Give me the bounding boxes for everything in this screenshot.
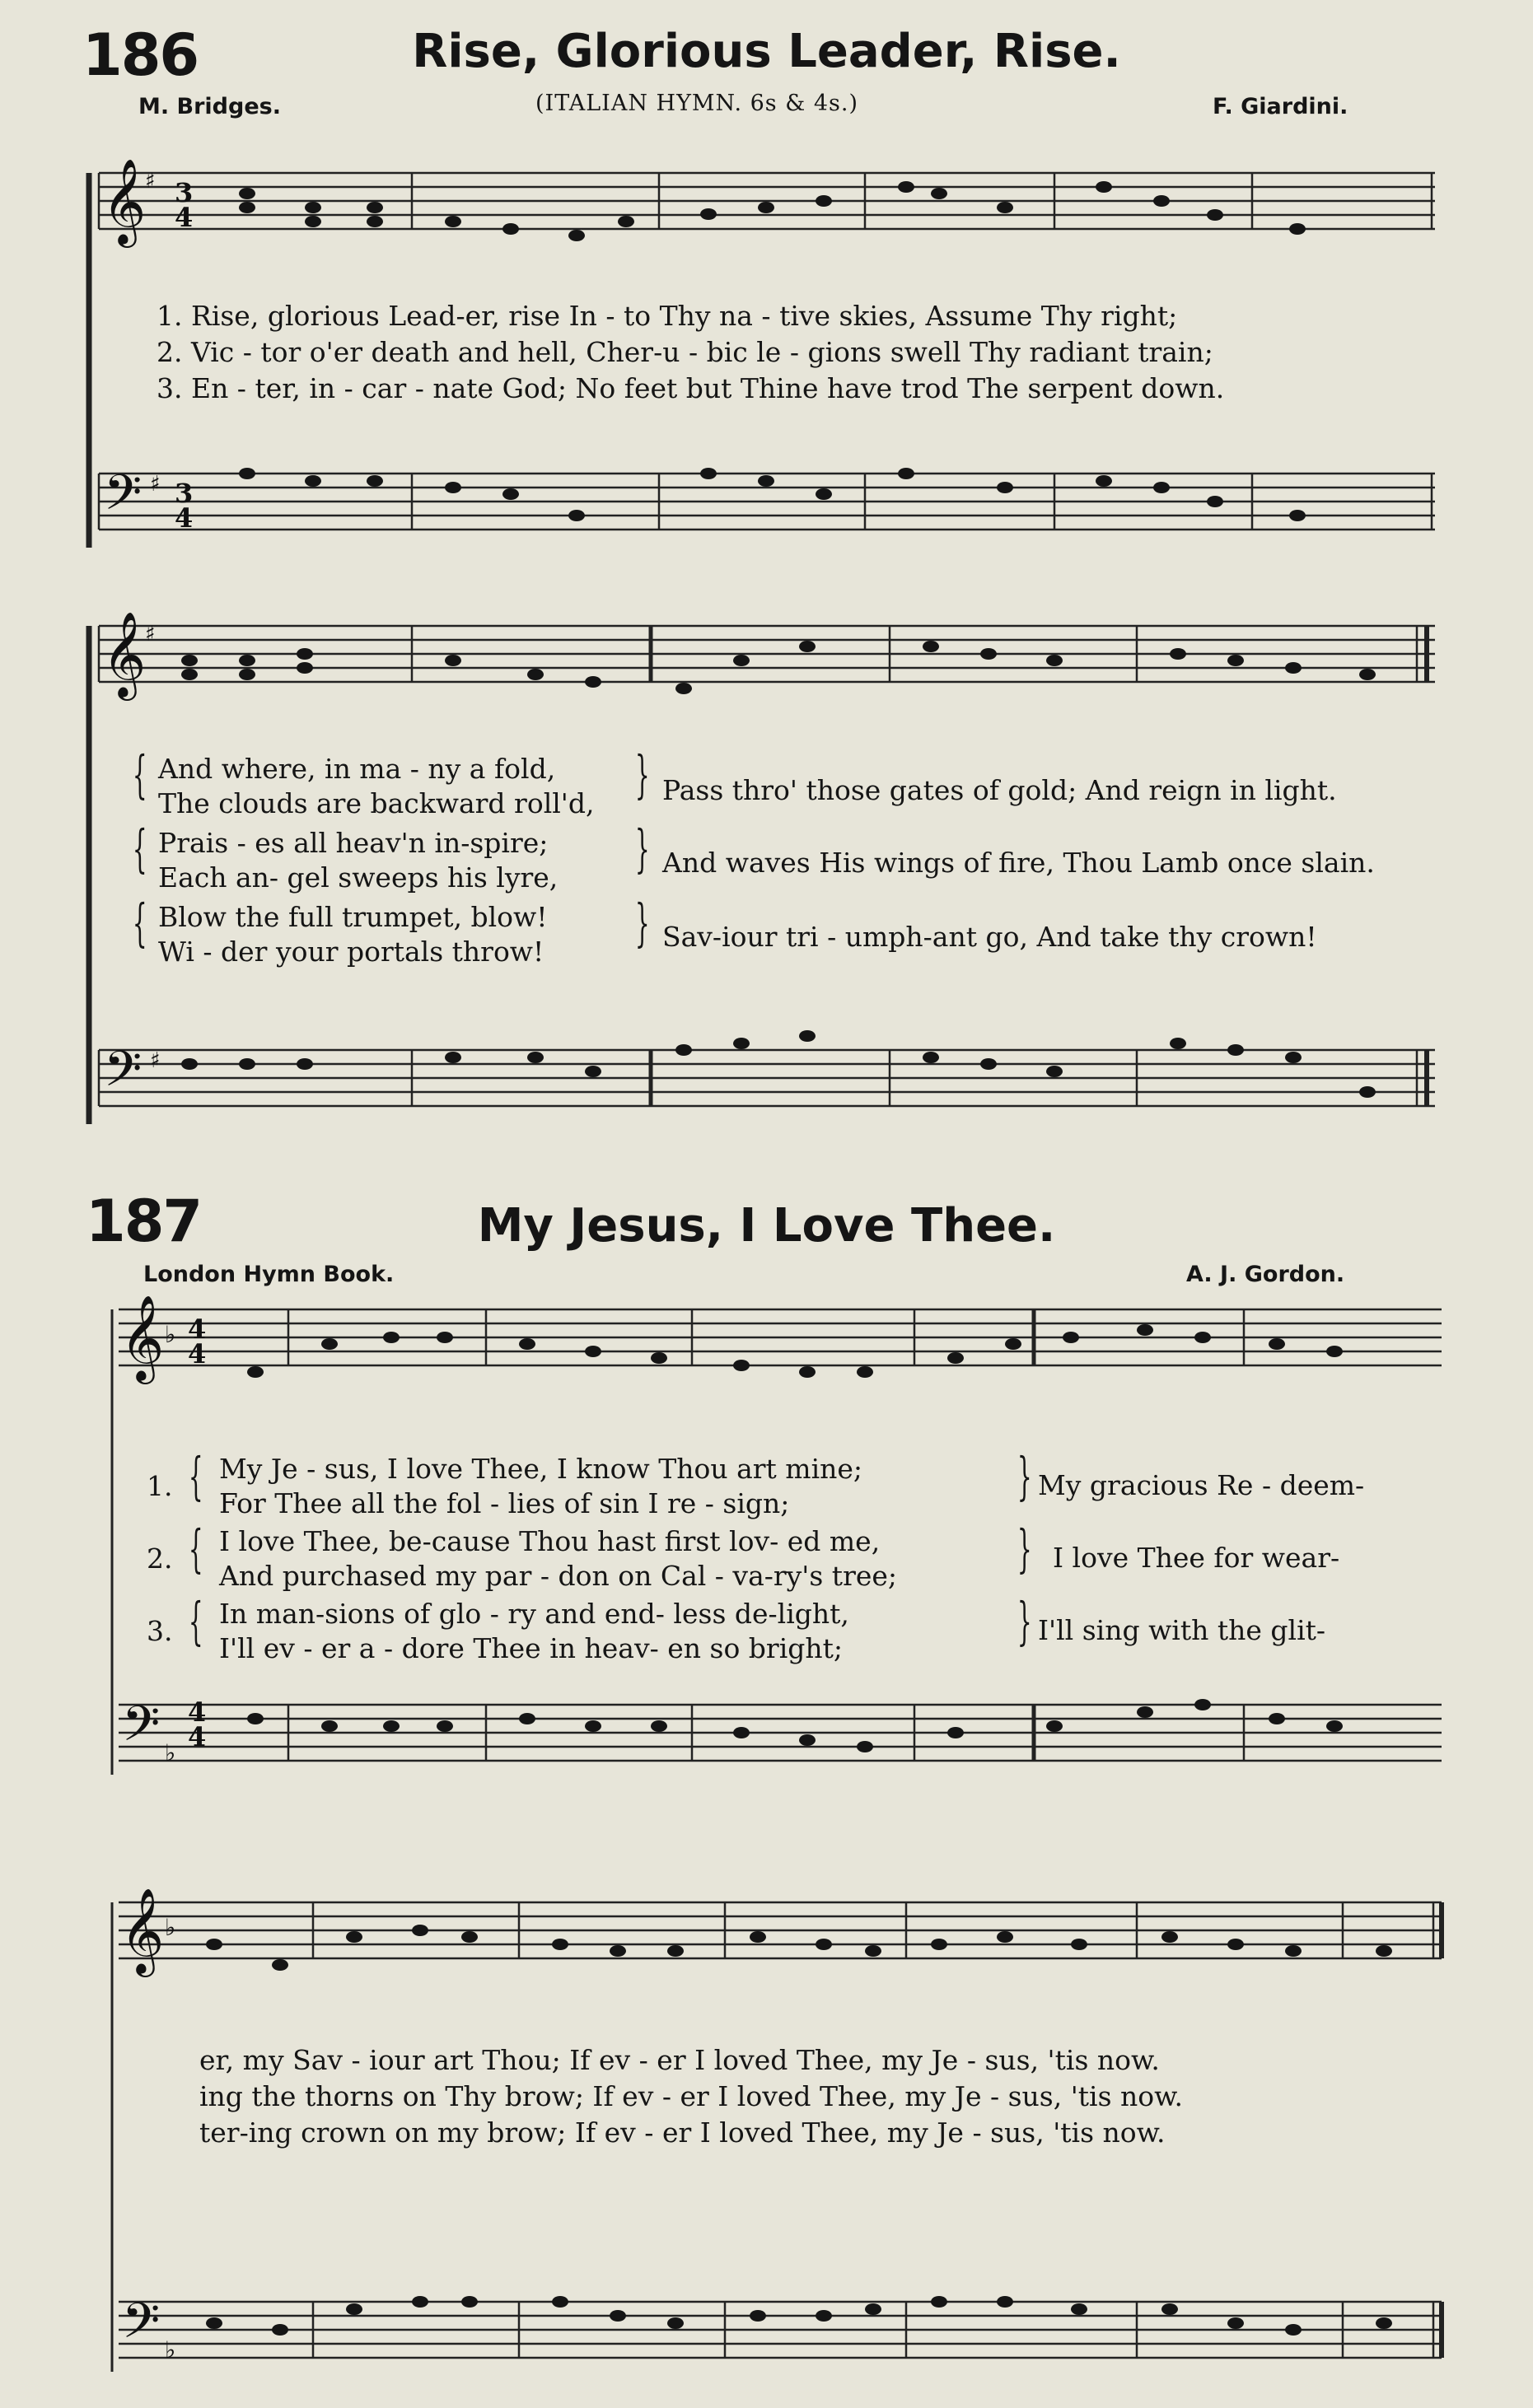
hymn-number: 186 — [82, 21, 199, 89]
svg-text:♯: ♯ — [150, 1048, 161, 1073]
svg-text:♯: ♯ — [145, 169, 156, 194]
svg-text:4: 4 — [188, 1338, 207, 1370]
brace-left: { — [188, 1591, 203, 1651]
verse-number: 2. — [147, 1542, 173, 1575]
hymn-tune: (ITALIAN HYMN. 6s & 4s.) — [535, 91, 858, 116]
verse-right-2: I love Thee for wear- — [1053, 1542, 1340, 1574]
treble-clef-icon: 𝄞 — [120, 1295, 165, 1381]
verse-line-1: er, my Sav - iour art Thou; If ev - er I loved Thee, my Je - sus, 'tis now. — [199, 2044, 1160, 2076]
verse-left-3a: In man-sions of glo - ry and end- less de-light, — [219, 1598, 849, 1630]
bass-clef-icon: 𝄢 — [122, 1695, 161, 1764]
svg-text:♭: ♭ — [165, 1321, 176, 1348]
svg-text:4: 4 — [188, 1721, 207, 1752]
verse-right-1: Pass thro' those gates of gold; And reign in light. — [662, 774, 1337, 806]
svg-text:♭: ♭ — [165, 1739, 176, 1766]
svg-text:3: 3 — [175, 478, 194, 509]
verse-line-1: 1. Rise, glorious Lead-er, rise In - to Thy na - tive skies, Assume Thy right; — [157, 300, 1178, 332]
hymn-title: My Jesus, I Love Thee. — [477, 1199, 1056, 1253]
brace-left: { — [188, 1519, 203, 1579]
brace-right: } — [634, 819, 650, 879]
treble-clef-icon: 𝄞 — [102, 611, 147, 698]
brace-left: { — [132, 744, 147, 805]
verse-left-1b: The clouds are backward roll'd, — [158, 787, 595, 819]
verse-left-2a: I love Thee, be-cause Thou hast first lov- ed me, — [219, 1525, 881, 1557]
verse-line-3: ter-ing crown on my brow; If ev - er I loved Thee, my Je - sus, 'tis now. — [199, 2116, 1166, 2149]
bass-clef-icon: 𝄢 — [104, 1040, 143, 1109]
hymn-number: 187 — [86, 1188, 202, 1255]
treble-clef-icon: 𝄞 — [120, 1888, 165, 1974]
bass-clef-icon: 𝄢 — [104, 464, 143, 533]
svg-text:♯: ♯ — [145, 622, 156, 646]
verse-left-3b: I'll ev - er a - dore Thee in heav- en so bright; — [219, 1632, 844, 1664]
brace-right: } — [1017, 1446, 1032, 1506]
svg-text:4: 4 — [188, 1696, 207, 1728]
verse-left-3a: Blow the full trumpet, blow! — [158, 901, 548, 933]
verse-left-2b: And purchased my par - don on Cal - va-ry's tree; — [219, 1560, 898, 1592]
brace-right: } — [1017, 1519, 1032, 1579]
verse-left-1b: For Thee all the fol - lies of sin I re - sign; — [219, 1487, 790, 1519]
svg-text:♭: ♭ — [165, 1914, 176, 1941]
brace-left: { — [132, 819, 147, 879]
svg-text:♭: ♭ — [165, 2336, 176, 2364]
verse-line-3: 3. En - ter, in - car - nate God; No feet but Thine have trod The serpent down. — [157, 372, 1225, 404]
verse-line-2: 2. Vic - tor o'er death and hell, Cher-u - bic le - gions swell Thy radiant train; — [157, 336, 1213, 368]
svg-text:♯: ♯ — [150, 472, 161, 497]
hymn-author: M. Bridges. — [138, 94, 281, 119]
treble-clef-icon: 𝄞 — [102, 158, 147, 245]
verse-right-3: Sav-iour tri - umph-ant go, And take thy crown! — [662, 921, 1317, 953]
svg-text:3: 3 — [175, 177, 194, 208]
verse-number: 3. — [147, 1615, 173, 1647]
brace-left: { — [188, 1446, 203, 1506]
brace-right: } — [634, 744, 650, 805]
hymn-composer: F. Giardini. — [1213, 94, 1348, 119]
verse-line-2: ing the thorns on Thy brow; If ev - er I loved Thee, my Je - sus, 'tis now. — [199, 2080, 1183, 2112]
bass-clef-icon: 𝄢 — [122, 2292, 161, 2361]
brace-left: { — [132, 893, 147, 953]
verse-right-3: I'll sing with the glit- — [1038, 1614, 1326, 1646]
verse-right-2: And waves His wings of fire, Thou Lamb once slain. — [662, 847, 1375, 879]
svg-text:4: 4 — [175, 202, 194, 233]
brace-right: } — [1017, 1591, 1032, 1651]
verse-right-1: My gracious Re - deem- — [1038, 1469, 1365, 1501]
brace-right: } — [634, 893, 650, 953]
verse-left-1a: My Je - sus, I love Thee, I know Thou art mine; — [219, 1453, 863, 1485]
hymn-composer: A. J. Gordon. — [1186, 1262, 1345, 1287]
verse-left-2b: Each an- gel sweeps his lyre, — [158, 861, 559, 894]
svg-text:4: 4 — [175, 502, 194, 534]
verse-left-3b: Wi - der your portals throw! — [158, 936, 544, 968]
hymn-source: London Hymn Book. — [143, 1262, 395, 1287]
verse-left-2a: Prais - es all heav'n in-spire; — [158, 827, 549, 859]
verse-left-1a: And where, in ma - ny a fold, — [158, 753, 556, 785]
svg-text:4: 4 — [188, 1314, 207, 1345]
verse-number: 1. — [147, 1470, 173, 1502]
hymn-title: Rise, Glorious Leader, Rise. — [412, 25, 1121, 78]
